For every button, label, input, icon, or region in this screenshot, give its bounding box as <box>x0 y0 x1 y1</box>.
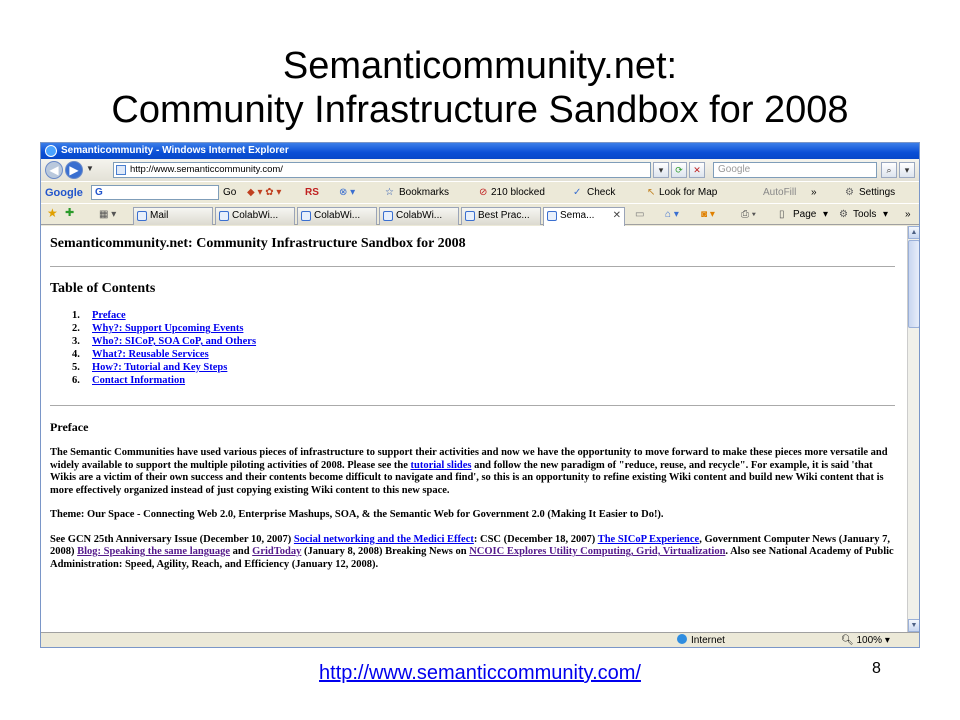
toc-item <box>72 348 907 361</box>
command-bar-more-icon[interactable]: » <box>905 209 911 220</box>
toc-number: 2. <box>72 323 80 334</box>
toc-item <box>72 374 907 387</box>
address-dropdown-icon[interactable]: ▾ <box>653 162 669 178</box>
slide-url-link[interactable]: http://www.semanticcommunity.com/ <box>319 662 641 684</box>
quick-tabs-icon[interactable]: ▦ ▾ <box>99 209 117 220</box>
globe-icon <box>677 634 687 644</box>
toc-item <box>72 335 907 348</box>
tab-page-icon <box>301 211 311 221</box>
go-button[interactable]: Go <box>223 187 237 198</box>
refresh-icon[interactable]: ⟳ <box>671 162 687 178</box>
home-icon[interactable]: ⌂ ▾ <box>665 209 679 220</box>
vertical-scrollbar[interactable] <box>907 226 920 632</box>
search-input[interactable]: Google <box>713 162 877 178</box>
close-tab-icon[interactable]: ✕ <box>612 210 621 221</box>
page-content <box>41 226 907 632</box>
table-of-contents <box>72 309 907 387</box>
tabs-row <box>41 203 919 225</box>
toc-link-how[interactable]: How?: Tutorial and Key Steps <box>92 362 228 373</box>
zoom-magnifier-icon: 🔍︎ <box>841 635 854 646</box>
tab-label: ColabWi... <box>314 210 361 221</box>
back-button[interactable]: ◀ <box>45 161 63 179</box>
tab-semanticommunity[interactable] <box>543 207 625 226</box>
page-menu-icon: ▯ <box>779 209 785 220</box>
status-bar <box>41 632 919 648</box>
divider <box>50 266 895 267</box>
toc-item <box>72 361 907 374</box>
toc-number: 3. <box>72 336 80 347</box>
tools-menu-button[interactable]: Tools <box>853 209 877 220</box>
text-run: and follow the new paradigm of "reduce, reuse, and recycle". For example, it is said 'that Wikis are a victim of their own success and their contents become difficult to navigate and find', so this is an opportunity to refine existing Wiki content and build new Wiki content that is more effectively organized instead of just copying existing Wiki content to this new space. <box>50 459 884 496</box>
page-menu-chevron-icon: ▾ <box>823 209 829 220</box>
tab-label: Best Prac... <box>478 210 530 221</box>
popup-blocked-count[interactable]: 210 blocked <box>491 187 545 198</box>
tab-mail[interactable] <box>133 207 213 225</box>
more-chevron-icon[interactable]: » <box>811 187 817 198</box>
history-dropdown-icon[interactable]: ▼ <box>86 164 94 173</box>
zoom-dropdown-icon: ▾ <box>884 635 890 646</box>
add-favorites-icon[interactable]: ✚ <box>65 207 75 219</box>
security-zone <box>677 634 725 648</box>
text-run: The Semantic Communities have used various pieces of infrastructure to support their activities and now we have the opportunity to move forward to make these pieces more versatile and widely available to support the multiple piloting activities of 2008. Please see the <box>50 447 888 471</box>
text-run: . Also see National Academy of Public Administration: Speed, Agility, Reach, and Efficiency (January 12, 2008). <box>50 546 894 570</box>
zone-label: Internet <box>691 635 725 646</box>
popup-blocker-icon: ⊘ <box>479 187 488 198</box>
page-icon <box>116 165 126 175</box>
tab-page-icon <box>547 211 557 221</box>
check-button[interactable]: Check <box>587 187 616 198</box>
tab-colabwiki-2[interactable] <box>297 207 377 225</box>
toc-heading: Table of Contents <box>50 281 156 296</box>
preface-paragraph <box>50 447 900 497</box>
look-for-map-button[interactable]: Look for Map <box>659 187 718 198</box>
preface-heading: Preface <box>50 420 89 434</box>
zoom-control[interactable] <box>841 634 890 648</box>
tab-page-icon <box>219 211 229 221</box>
ie-icon <box>45 145 57 157</box>
toc-link-what[interactable]: What?: Reusable Services <box>92 349 209 360</box>
text-run: See GCN 25th Anniversary Issue (December 10, 2007) <box>50 533 294 545</box>
blog-link[interactable]: Blog: Speaking the same language <box>77 546 230 557</box>
text-run: (January 8, 2008) Breaking News on <box>301 546 470 557</box>
text-run: : CSC (December 18, 2007) <box>473 533 598 545</box>
zoom-level: 100% <box>856 635 883 646</box>
forward-button[interactable]: ▶ <box>65 161 83 179</box>
search-options-icon[interactable]: ▾ <box>899 162 915 178</box>
toc-number: 1. <box>72 310 80 321</box>
rs-button[interactable]: RS <box>305 187 319 198</box>
address-input[interactable] <box>113 162 651 178</box>
favorites-star-icon[interactable]: ★ <box>47 206 58 220</box>
google-toolbar <box>41 181 919 203</box>
scroll-thumb[interactable] <box>908 240 920 328</box>
news-paragraph <box>50 534 900 572</box>
toc-link-why[interactable]: Why?: Support Upcoming Events <box>92 323 244 334</box>
map-icon: ↖ <box>647 187 656 198</box>
settings-gear-icon: ⚙ <box>845 187 854 198</box>
feeds-icon[interactable]: ◙ ▾ <box>701 209 715 220</box>
print-icon[interactable]: ⎙ ▾ <box>741 209 756 220</box>
slide-title <box>0 44 960 132</box>
text-run: and <box>229 546 253 557</box>
tab-label: ColabWi... <box>396 210 443 221</box>
medici-effect-link[interactable]: Social networking and the Medici Effect <box>293 533 474 545</box>
tab-label: Sema... <box>560 210 595 221</box>
window-titlebar[interactable] <box>41 143 919 159</box>
tools-gear-icon: ⚙ <box>839 209 848 220</box>
tab-page-icon <box>465 211 475 221</box>
toc-number: 4. <box>72 349 80 360</box>
tab-best-practices[interactable] <box>461 207 541 225</box>
scroll-down-icon[interactable]: ▼ <box>908 619 920 632</box>
slide-title-line1: Semanticommunity.net: <box>282 45 678 87</box>
slide-title-line2: Community Infrastructure Sandbox for 2008 <box>111 89 849 131</box>
toc-link-contact[interactable]: Contact Information <box>92 375 186 386</box>
bookmarks-star-icon: ☆ <box>385 187 394 198</box>
tab-colabwiki-1[interactable] <box>215 207 295 225</box>
slide-page-number: 8 <box>872 660 881 677</box>
toc-link-preface[interactable]: Preface <box>92 310 126 321</box>
new-tab-icon[interactable]: ▭ <box>635 209 645 220</box>
page-heading: Semanticommunity.net: Community Infrastructure Sandbox for 2008 <box>50 236 466 251</box>
ncoic-link[interactable]: NCOIC Explores Utility Computing, Grid, Virtualization <box>469 546 726 557</box>
bookmarks-button[interactable]: Bookmarks <box>399 187 450 198</box>
settings-button[interactable]: Settings <box>859 187 896 198</box>
tools-menu-chevron-icon: ▾ <box>883 209 889 220</box>
tab-page-icon <box>383 211 393 221</box>
toc-item <box>72 309 907 322</box>
divider <box>50 405 895 406</box>
gridtoday-link[interactable]: GridToday <box>252 546 302 557</box>
toc-number: 6. <box>72 375 80 386</box>
window-title: Semanticommunity - Windows Internet Explorer <box>61 145 289 156</box>
stop-icon[interactable]: ✕ <box>689 162 705 178</box>
google-logo: Google <box>45 187 83 199</box>
spellcheck-icon: ✓ <box>573 187 582 198</box>
toc-link-who[interactable]: Who?: SICoP, SOA CoP, and Others <box>92 336 257 347</box>
tab-colabwiki-3[interactable] <box>379 207 459 225</box>
google-search-input[interactable]: G <box>91 185 219 200</box>
text-run: , Government Computer News (January 7, 2008) <box>50 533 891 557</box>
theme-paragraph: Theme: Our Space - Connecting Web 2.0, Enterprise Mashups, SOA, & the Semantic Web for Government 2.0 (Making It Easier to Do!). <box>50 509 664 520</box>
toc-number: 5. <box>72 362 80 373</box>
page-menu-button[interactable]: Page <box>793 209 817 220</box>
tutorial-slides-link[interactable]: tutorial slides <box>410 459 472 471</box>
tab-page-icon <box>137 211 147 221</box>
search-icon[interactable]: ⌕ <box>881 162 897 178</box>
autofill-button[interactable]: AutoFill <box>763 187 797 198</box>
address-bar-row <box>41 159 919 181</box>
tab-label: Mail <box>150 210 169 221</box>
address-value: http://www.semanticcommunity.com/ <box>130 164 283 175</box>
spell-icon[interactable]: ⊗ ▾ <box>339 187 356 198</box>
scroll-up-icon[interactable]: ▲ <box>908 226 920 239</box>
toc-item <box>72 322 907 335</box>
browser-window <box>40 142 920 648</box>
toolbar-tools-icons[interactable]: ◆ ▾ ✿ ▾ <box>247 187 282 198</box>
sicop-experience-link[interactable]: The SICoP Experience <box>597 533 700 545</box>
tab-label: ColabWi... <box>232 210 279 221</box>
